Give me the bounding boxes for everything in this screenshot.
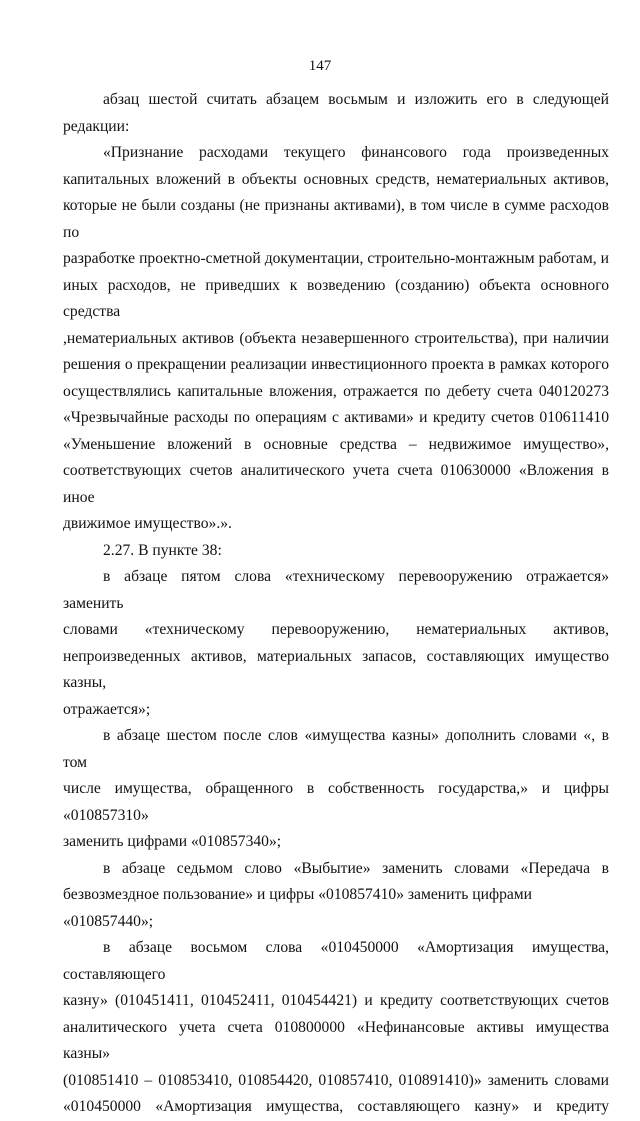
paragraph-1-line-1: абзац шестой считать абзацем восьмым и изложить его в следующей	[103, 91, 609, 108]
paragraph-4-line-4: отражается»;	[63, 700, 151, 718]
paragraph-2-line-10: «Уменьшение вложений в основные средства – недвижимое имущество»,	[63, 435, 609, 453]
paragraph-2-line-1: «Признание расходами текущего финансового года произведенных	[103, 144, 609, 161]
paragraph-6-line-2: безвозмездное пользование» и цифры «010857410» заменить цифрами «010857440»;	[63, 886, 533, 930]
paragraph-3-line-1: 2.27. В пункте 38:	[103, 541, 222, 559]
paragraph-2-line-12: движимое имущество».».	[63, 515, 232, 532]
paragraph-2-line-4: разработке проектно-сметной документации, строительно-монтажным работам, и	[63, 250, 609, 267]
paragraph-2-line-7: решения о прекращении реализации инвестиционного проекта в рамках которого	[63, 356, 609, 373]
paragraph-1	[63, 87, 609, 140]
paragraph-2-line-2: капитальных вложений в объекты основных средств, нематериальных активов,	[63, 170, 609, 188]
paragraph-5-line-1: в абзаце шестом после слов «имущества казны» дополнить словами «, в том	[63, 727, 609, 771]
paragraph-4-line-1: в абзаце пятом слова «техническому перевооружению отражается» заменить	[63, 568, 609, 612]
paragraph-5-line-2: числе имущества, обращенного в собственность государства,» и цифры «010857310»	[63, 780, 609, 824]
paragraph-6	[63, 856, 609, 936]
paragraph-2-line-5: иных расходов, не приведших к возведению (созданию) объекта основного средства	[63, 276, 609, 320]
paragraph-2-line-8: осуществлялись капитальные вложения, отражается по дебету счета 040120273	[63, 382, 609, 400]
paragraph-7-line-1: в абзаце восьмом слова «010450000 «Амортизация имущества, составляющего	[63, 939, 609, 983]
paragraph-7	[63, 935, 609, 1121]
paragraph-2-line-6: ,нематериальных активов (объекта незавершенного строительства), при наличии	[63, 329, 609, 347]
page-number: 147	[308, 58, 332, 74]
paragraph-4-line-3: непроизведенных активов, материальных запасов, составляющих имущество казны,	[63, 647, 609, 691]
paragraph-2	[63, 140, 609, 538]
document-body	[63, 87, 609, 1121]
paragraph-7-line-2: казну» (010451411, 010452411, 010454421) и кредиту соответствующих счетов	[63, 992, 609, 1009]
paragraph-6-line-1: в абзаце седьмом слово «Выбытие» заменить словами «Передача в	[103, 859, 609, 877]
paragraph-5	[63, 723, 609, 856]
paragraph-7-line-4: (010851410 – 010853410, 010854420, 010857410, 010891410)» заменить словами	[63, 1071, 609, 1089]
paragraph-4-line-2: словами «техническому перевооружению, нематериальных активов,	[63, 621, 609, 638]
paragraph-7-line-3: аналитического учета счета 010800000 «Нефинансовые активы имущества казны»	[63, 1018, 609, 1062]
paragraph-7-line-5: «010450000 «Амортизация имущества, составляющего казну» и кредиту	[63, 1098, 609, 1115]
paragraph-5-line-3: заменить цифрами «010857340»;	[63, 833, 282, 850]
paragraph-2-line-11: соответствующих счетов аналитического учета счета 010630000 «Вложения в иное	[63, 462, 609, 506]
paragraph-4	[63, 564, 609, 723]
paragraph-2-line-3: которые не были созданы (не признаны активами), в том числе в сумме расходов по	[63, 197, 609, 241]
paragraph-2-line-9: «Чрезвычайные расходы по операциям с активами» и кредиту счетов 010611410	[63, 409, 609, 426]
paragraph-3	[63, 538, 609, 565]
paragraph-1-line-2: редакции:	[63, 117, 130, 135]
